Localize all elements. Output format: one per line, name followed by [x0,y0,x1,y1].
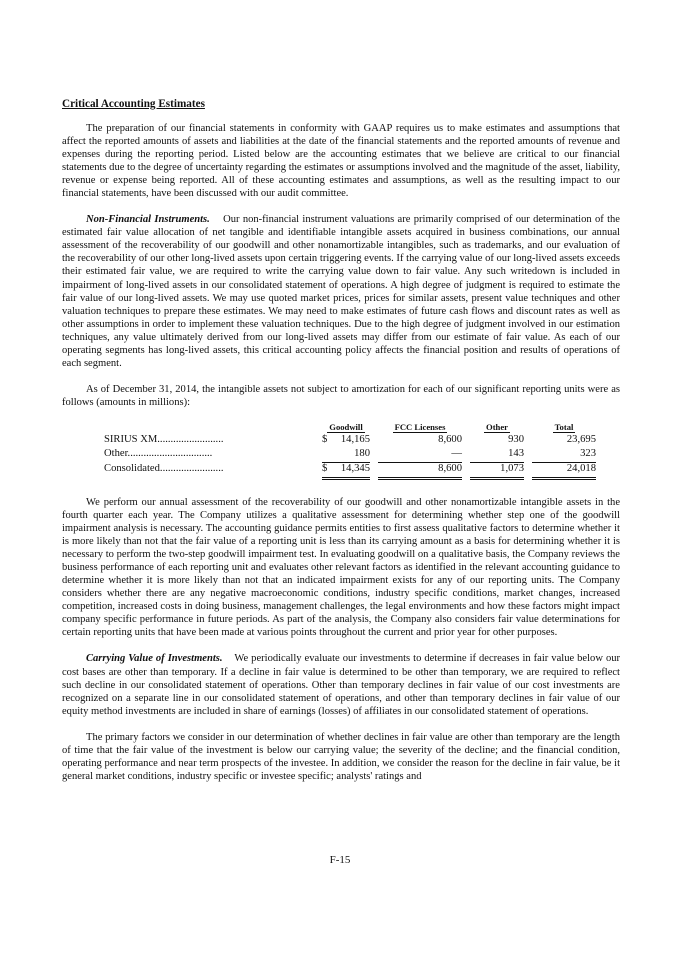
non-financial-instruments-paragraph [62,213,620,370]
fcc-cell: 8,600 [378,462,462,478]
row-label: SIRIUS XM [104,433,158,445]
other-cell: 143 [470,448,524,463]
leader-dots: ................................ [127,448,213,460]
dollar-sign [322,448,334,463]
column-header: Other [486,421,508,432]
table-header-row [104,422,596,434]
total-cell: 24,018 [532,462,596,478]
column-header: Goodwill [329,421,363,432]
paragraph-text: Our non-financial instrument valuations are primarily comprised of our determination of the estimated fair value allocation of net tangible and identifiable intangible assets acquired in business combinations, our annual assessment of the recoverability of our goodwill and other nonamortizable intangibles, such as trademarks, and our evaluation of the recoverability of our other long-lived assets upon certain triggering events. If the carrying value of our long-lived assets exceeds their estimated fair value, we are required to write the carrying value down to fair value. Any such writedown is included in impairment of long-lived assets in our consolidated statement of operations. A high degree of judgment is required to estimate the fair value of our long-lived assets. We may use quoted market prices, prices for similar assets, present value techniques and other valuation techniques to prepare these estimates. We may need to make estimates of future cash flows and discount rates as well as other assumptions in order to implement these valuation techniques. Due to the high degree of judgment involved in our estimation techniques, any value ultimately derived from our long-lived assets may differ from our estimate of fair value. As each of our operating segments has long-lived assets, this critical accounting policy affects the financial position and results of operations of each segment. [62,214,620,369]
dollar-sign: $ [322,462,334,478]
dollar-sign: $ [322,433,328,445]
document-body [62,98,620,796]
paragraph-lead: Non-Financial Instruments. [86,214,210,226]
leader-dots: ........................ [159,463,224,475]
goodwill-cell: 180 [334,448,370,463]
leader-dots: ......................... [157,433,224,445]
goodwill-cell: 14,165 [340,433,370,445]
goodwill-assessment-paragraph: We perform our annual assessment of the recoverability of our goodwill and other nonamortizable intangible assets in the fourth quarter each year. The Company utilizes a qualitative assessment for determining whether step one of the goodwill impairment analysis is necessary. The accounting guidance permits entities to first assess qualitative factors to determine whether it is more likely than not that the fair value of a reporting unit is less than its carrying amount as a basis for determining whether it is necessary to perform the two-step goodwill impairment test. In evaluating goodwill on a qualitative basis, the Company reviews the business performance of each reporting unit and evaluates other relevant factors as identified in the relevant accounting guidance to determine whether it is more likely than not that an indicated impairment exists for any of our reporting units. The Company considers whether there are any negative macroeconomic conditions, industry specific conditions, market changes, increased competition, increased costs in doing business, management challenges, the legal environments and how these factors might impact company specific performance in future periods. As part of the analysis, the Company also considers fair value determinations for certain reporting units that have been made at various points throughout the current and prior year for other purposes. [62,496,620,639]
intro-paragraph: The preparation of our financial statements in conformity with GAAP requires us to make estimates and assumptions that affect the reported amounts of assets and liabilities at the date of the financial statements and the reported amounts of revenue and expenses during the reporting period. Listed below are the accounting estimates that we believe are critical to our financial statements due to the degree of uncertainty regarding the estimates or assumptions involved and the magnitude of the asset, liability, revenue or expense being reported. All of these accounting estimates and assumptions, as well as the resulting impact to our financial statements, have been discussed with our audit committee. [62,123,620,200]
primary-factors-paragraph: The primary factors we consider in our determination of whether declines in fair value are other than temporary are the length of time that the fair value of the investment is below our carrying value; the severity of the decline; and the financial condition, operating performance and near term prospects of the investee. In addition, we consider the reason for the decline in fair value, be it general market conditions, industry specific or investee specific; analysts' ratings and [62,731,620,782]
table-row [104,434,596,448]
fcc-cell: — [378,448,462,463]
section-heading: Critical Accounting Estimates [62,98,205,110]
paragraph-lead: Carrying Value of Investments. [86,653,223,665]
other-cell: 930 [508,433,524,445]
total-cell: 23,695 [566,433,596,445]
carrying-value-paragraph [62,652,620,717]
page-number: F-15 [329,854,351,866]
intangible-assets-table [104,422,596,480]
goodwill-cell: 14,345 [334,462,370,478]
fcc-cell: 8,600 [438,433,462,445]
column-header: Total [554,421,574,432]
row-label: Other [104,448,128,460]
table-row [104,462,596,478]
intangible-assets-intro: As of December 31, 2014, the intangible assets not subject to amortization for each of our significant reporting units were as follows (amounts in millions): [62,383,620,408]
column-header: FCC Licenses [394,421,446,432]
table-row [104,448,596,463]
other-cell: 1,073 [470,462,524,478]
total-cell: 323 [532,448,596,463]
row-label: Consolidated [104,463,160,475]
paragraph-text: We periodically evaluate our investments to determine if decreases in fair value below our cost bases are other than temporary. If a decline in fair value is determined to be other than temporary, we are required to reflect such decline in our consolidated statement of operations. Other than temporary declines in fair value of our cost investments are recognized on a separate line in our consolidated statement of operations, and other than temporary declines in fair value of our equity method investments are included in share of earnings (losses) of affiliates in our consolidated statement of operations. [62,653,621,717]
